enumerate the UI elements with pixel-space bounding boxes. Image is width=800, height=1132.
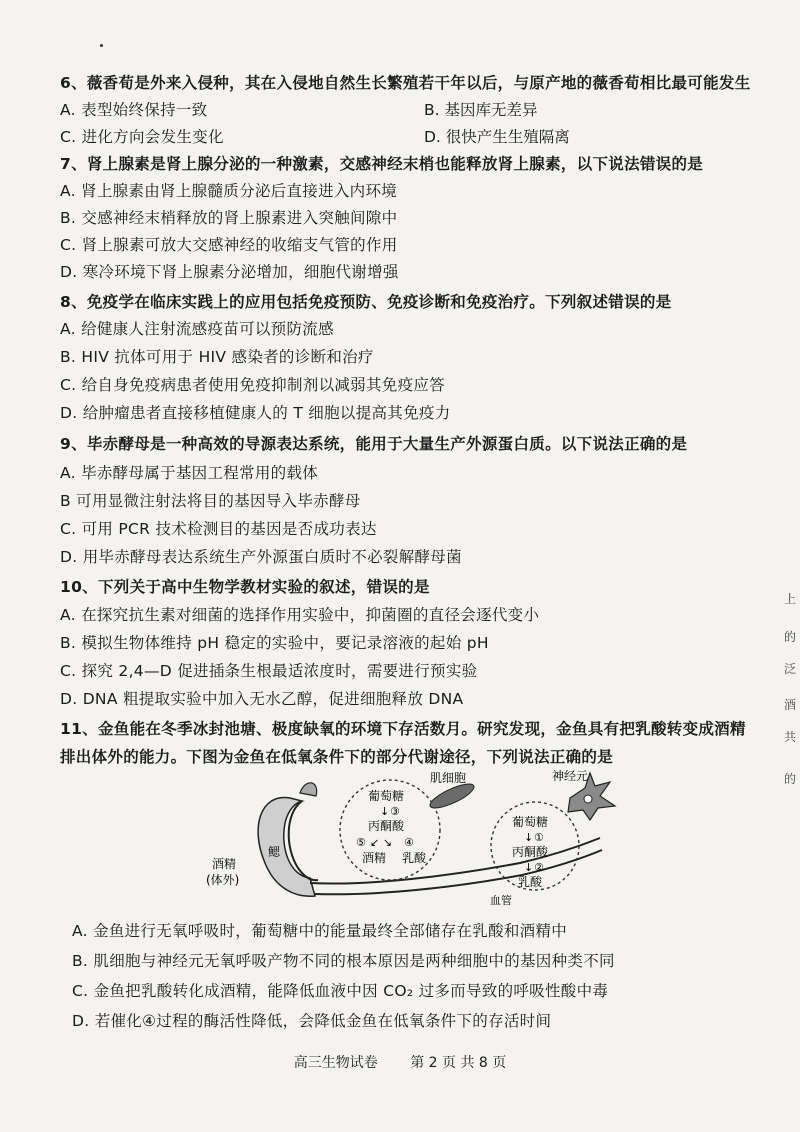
label-vessel: 血管 bbox=[490, 894, 512, 907]
step-5: ⑤ bbox=[356, 836, 366, 849]
step-4: ④ bbox=[404, 836, 414, 849]
edge-mark: 共 bbox=[784, 730, 797, 744]
goldfish-metabolism-diagram bbox=[190, 768, 630, 918]
q6-stem: 6、薇香荀是外来入侵种，其在入侵地自然生长繁殖若干年以后，与原产地的薇香荀相比最可能发生 bbox=[60, 74, 751, 92]
q10-option-c: C. 探究 2,4—D 促进插条生根最适浓度时，需要进行预实验 bbox=[60, 662, 478, 680]
q9-option-b: B 可用显微注射法将目的基因导入毕赤酵母 bbox=[60, 492, 361, 510]
label-neuron: 神经元 bbox=[552, 769, 589, 783]
edge-mark: 泛 bbox=[784, 662, 797, 676]
q8-option-a: A. 给健康人注射流感疫苗可以预防流感 bbox=[60, 320, 334, 338]
muscle-arrow-left: ↙ ↘ bbox=[370, 836, 392, 849]
q6-option-b: B. 基因库无差异 bbox=[424, 101, 538, 119]
q9-option-c: C. 可用 PCR 技术检测目的基因是否成功表达 bbox=[60, 520, 377, 538]
edge-mark: 的 bbox=[784, 772, 797, 786]
q10-option-a: A. 在探究抗生素对细菌的选择作用实验中，抑菌圈的直径会逐代变小 bbox=[60, 606, 540, 624]
q7-stem: 7、肾上腺素是肾上腺分泌的一种激素，交感神经末梢也能释放肾上腺素，以下说法错误的是 bbox=[60, 155, 704, 173]
muscle-arrow-down: ↓ bbox=[380, 805, 390, 818]
label-gill: 鳃 bbox=[268, 845, 281, 859]
q11-stem-line1: 11、金鱼能在冬季冰封池塘、极度缺氧的环境下存活数月。研究发现，金鱼具有把乳酸转变成酒精 bbox=[60, 720, 746, 738]
step-2: ② bbox=[534, 861, 544, 874]
q11-option-c: C. 金鱼把乳酸转化成酒精，能降低血液中因 CO₂ 过多而导致的呼吸性酸中毒 bbox=[72, 982, 609, 1000]
q11-option-a: A. 金鱼进行无氧呼吸时，葡萄糖中的能量最终全部储存在乳酸和酒精中 bbox=[72, 922, 568, 940]
neuron-arrow-2: ↓ bbox=[524, 861, 534, 874]
q6-option-a: A. 表型始终保持一致 bbox=[60, 101, 208, 119]
label-alcohol-outside: 酒精 bbox=[212, 857, 237, 871]
q6-option-c: C. 进化方向会发生变化 bbox=[60, 128, 224, 146]
q7-option-c: C. 肾上腺素可放大交感神经的收缩支气管的作用 bbox=[60, 236, 398, 254]
q8-stem: 8、免疫学在临床实践上的应用包括免疫预防、免疫诊断和免疫治疗。下列叙述错误的是 bbox=[60, 293, 672, 311]
neuron-pyruvate: 丙酮酸 bbox=[512, 845, 549, 859]
muscle-alcohol: 酒精 bbox=[362, 851, 387, 865]
q8-option-b: B. HIV 抗体可用于 HIV 感染者的诊断和治疗 bbox=[60, 348, 374, 366]
neuron-arrow-1: ↓ bbox=[524, 831, 534, 844]
edge-mark: 上 bbox=[784, 592, 797, 606]
muscle-lactate: 乳酸 bbox=[402, 851, 427, 865]
q11-option-d: D. 若催化④过程的酶活性降低，会降低金鱼在低氧条件下的存活时间 bbox=[72, 1012, 552, 1030]
gill-shape bbox=[258, 798, 315, 897]
q9-option-a: A. 毕赤酵母属于基因工程常用的载体 bbox=[60, 464, 319, 482]
q8-option-d: D. 给肿瘤患者直接移植健康人的 T 细胞以提高其免疫力 bbox=[60, 404, 451, 422]
q9-stem: 9、毕赤酵母是一种高效的导源表达系统，能用于大量生产外源蛋白质。以下说法正确的是 bbox=[60, 435, 688, 453]
edge-mark: 的 bbox=[784, 630, 797, 644]
fin-shape bbox=[300, 783, 317, 796]
footer-subject: 高三生物试卷 bbox=[293, 1055, 378, 1071]
q10-option-d: D. DNA 粗提取实验中加入无水乙醇，促进细胞释放 DNA bbox=[60, 690, 464, 708]
muscle-glucose: 葡萄糖 bbox=[368, 789, 405, 803]
q10-stem: 10、下列关于高中生物学教材实验的叙述，错误的是 bbox=[60, 578, 430, 596]
footer-page-number: 第 2 页 共 8 页 bbox=[410, 1055, 507, 1071]
muscle-pyruvate: 丙酮酸 bbox=[368, 819, 405, 833]
q11-stem-line2: 排出体外的能力。下图为金鱼在低氧条件下的部分代谢途径，下列说法正确的是 bbox=[60, 748, 614, 766]
q11-option-b: B. 肌细胞与神经元无氧呼吸产物不同的根本原因是两种细胞中的基因种类不同 bbox=[72, 952, 615, 970]
step-1: ① bbox=[534, 831, 544, 844]
q9-option-d: D. 用毕赤酵母表达系统生产外源蛋白质时不必裂解酵母菌 bbox=[60, 548, 462, 566]
label-muscle-cell: 肌细胞 bbox=[430, 771, 467, 785]
q6-option-d: D. 很快产生生殖隔离 bbox=[424, 128, 570, 146]
step-3: ③ bbox=[390, 805, 400, 818]
edge-mark: 酒 bbox=[784, 698, 797, 712]
q7-option-a: A. 肾上腺素由肾上腺髓质分泌后直接进入内环境 bbox=[60, 182, 398, 200]
page-footer bbox=[0, 1052, 800, 1072]
scan-speck bbox=[100, 44, 103, 47]
neuron-glucose: 葡萄糖 bbox=[512, 815, 549, 829]
q8-option-c: C. 给自身免疫病患者使用免疫抑制剂以减弱其免疫应答 bbox=[60, 376, 445, 394]
blood-vessel bbox=[310, 838, 600, 884]
q7-option-d: D. 寒冷环境下肾上腺素分泌增加，细胞代谢增强 bbox=[60, 263, 399, 281]
label-outside: (体外) bbox=[206, 873, 240, 887]
q7-option-b: B. 交感神经末梢释放的肾上腺素进入突触间隙中 bbox=[60, 209, 398, 227]
q10-option-b: B. 模拟生物体维持 pH 稳定的实验中，要记录溶液的起始 pH bbox=[60, 634, 489, 652]
neuron-lactate: 乳酸 bbox=[518, 875, 543, 889]
